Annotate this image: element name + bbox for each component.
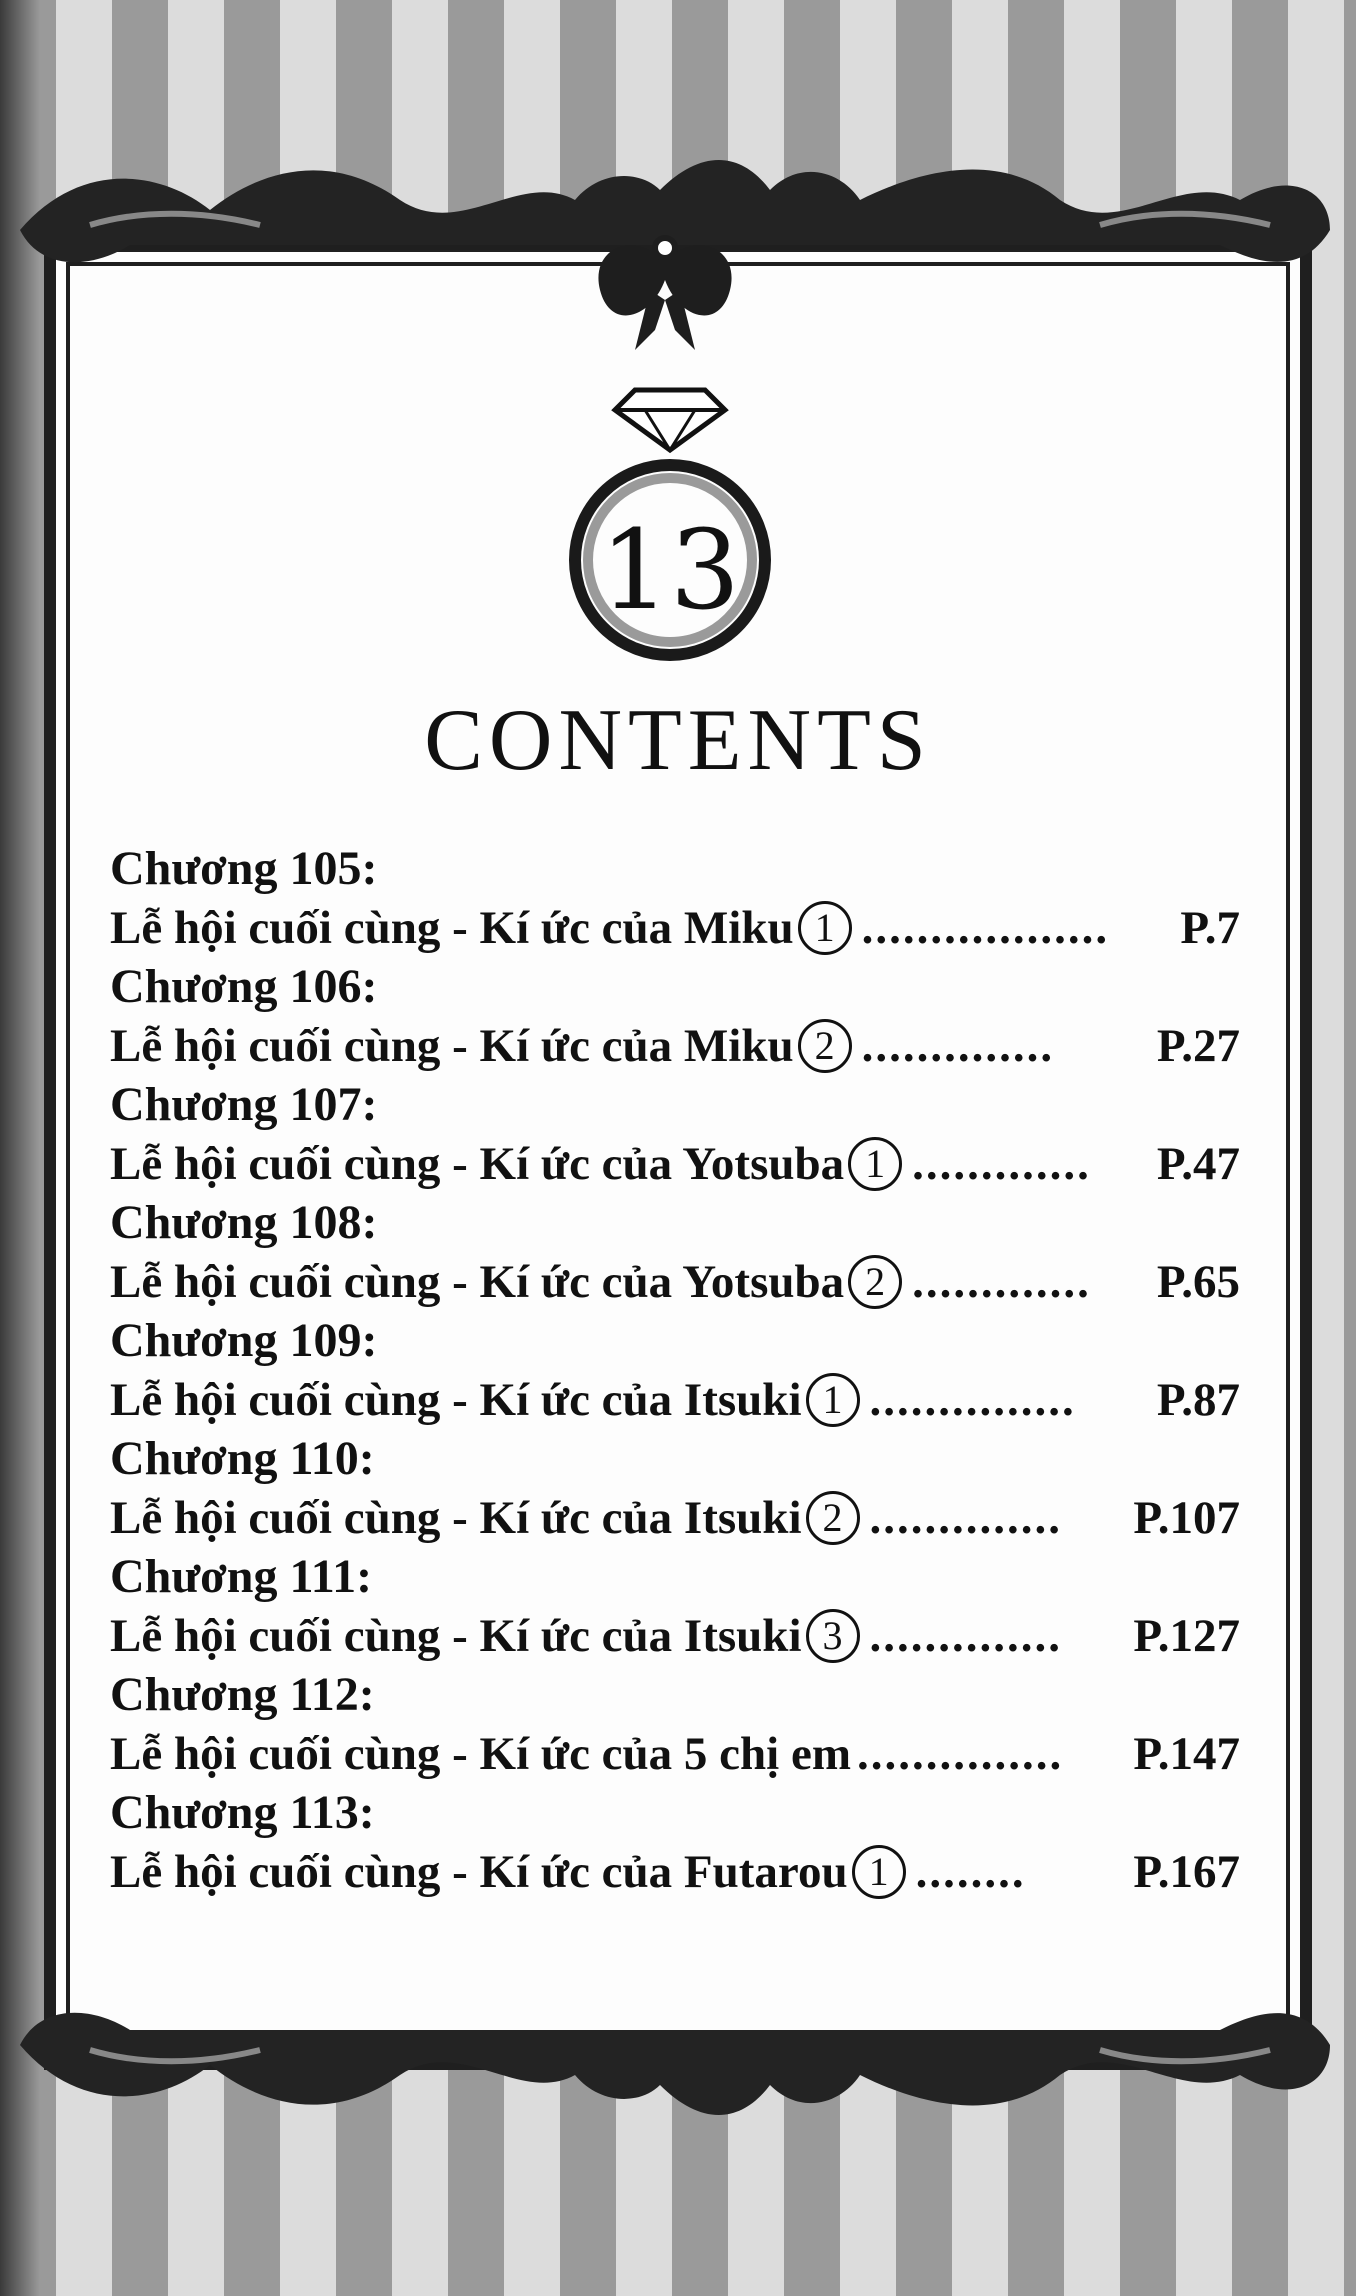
toc-entry (110, 1784, 1240, 1902)
toc-entry (110, 958, 1240, 1076)
chapter-number: Chương 112: (110, 1668, 375, 1721)
chapter-number: Chương 105: (110, 842, 378, 895)
toc-entry (110, 1430, 1240, 1548)
chapter-number: Chương 113: (110, 1786, 375, 1839)
chapter-number: Chương 108: (110, 1196, 378, 1249)
part-number-badge: 2 (806, 1491, 860, 1545)
page-number: P.65 (1156, 1256, 1240, 1308)
dot-leader: .............. (869, 1492, 1063, 1544)
bow-icon (590, 230, 740, 360)
chapter-title: Lễ hội cuối cùng - Kí ức của Itsuki (110, 1610, 802, 1662)
dot-leader: ............. (912, 1138, 1091, 1190)
chapter-title: Lễ hội cuối cùng - Kí ức của Itsuki (110, 1374, 802, 1426)
chapter-title-line (110, 1606, 1240, 1666)
volume-number: 13 (600, 506, 740, 634)
page-number: P.47 (1156, 1138, 1240, 1190)
dot-leader: ............. (912, 1256, 1091, 1308)
part-number-badge: 2 (848, 1255, 902, 1309)
toc-entry (110, 1666, 1240, 1784)
chapter-number: Chương 110: (110, 1432, 375, 1485)
part-number-badge: 1 (798, 901, 852, 955)
page-number: P.147 (1133, 1728, 1240, 1780)
part-number-badge: 3 (806, 1609, 860, 1663)
toc-entry (110, 1548, 1240, 1666)
chapter-title: Lễ hội cuối cùng - Kí ức của 5 chị em (110, 1728, 852, 1780)
chapter-title-line (110, 1842, 1240, 1902)
chapter-title-line (110, 1370, 1240, 1430)
chapter-title-line (110, 1724, 1240, 1784)
chapter-number: Chương 109: (110, 1314, 378, 1367)
page-number: P.107 (1133, 1492, 1240, 1544)
dot-leader: .............. (869, 1610, 1063, 1662)
chapter-title-line (110, 1488, 1240, 1548)
chapter-title: Lễ hội cuối cùng - Kí ức của Futarou (110, 1846, 848, 1898)
chapter-title-line (110, 1134, 1240, 1194)
chapter-number: Chương 106: (110, 960, 378, 1013)
dot-leader: ........ (915, 1846, 1026, 1898)
part-number-badge: 1 (848, 1137, 902, 1191)
toc-entry (110, 1194, 1240, 1312)
page-title: CONTENTS (424, 692, 932, 789)
chapter-number: Chương 111: (110, 1550, 373, 1603)
chapter-number: Chương 107: (110, 1078, 378, 1131)
chapter-title-line (110, 1016, 1240, 1076)
toc-entry (110, 840, 1240, 958)
bottom-scroll-ornament (0, 1985, 1356, 2185)
chapter-title: Lễ hội cuối cùng - Kí ức của Miku (110, 1020, 794, 1072)
part-number-badge: 1 (806, 1373, 860, 1427)
part-number-badge: 1 (852, 1845, 906, 1899)
page-number: P.167 (1133, 1846, 1240, 1898)
page-edge-shadow (0, 0, 40, 2296)
page-number: P.27 (1156, 1020, 1240, 1072)
chapter-title: Lễ hội cuối cùng - Kí ức của Yotsuba (110, 1256, 845, 1308)
toc-entry (110, 1312, 1240, 1430)
table-of-contents (110, 840, 1240, 1902)
page-number: P.7 (1180, 902, 1240, 954)
chapter-title-line (110, 898, 1240, 958)
chapter-title: Lễ hội cuối cùng - Kí ức của Yotsuba (110, 1138, 845, 1190)
dot-leader: ............... (869, 1374, 1076, 1426)
toc-entry (110, 1076, 1240, 1194)
dot-leader: .................. (861, 902, 1110, 954)
dot-leader: ............... (857, 1728, 1064, 1780)
chapter-title-line (110, 1252, 1240, 1312)
page-number: P.127 (1133, 1610, 1240, 1662)
part-number-badge: 2 (798, 1019, 852, 1073)
chapter-title: Lễ hội cuối cùng - Kí ức của Miku (110, 902, 794, 954)
page-number: P.87 (1156, 1374, 1240, 1426)
dot-leader: .............. (861, 1020, 1055, 1072)
chapter-title: Lễ hội cuối cùng - Kí ức của Itsuki (110, 1492, 802, 1544)
